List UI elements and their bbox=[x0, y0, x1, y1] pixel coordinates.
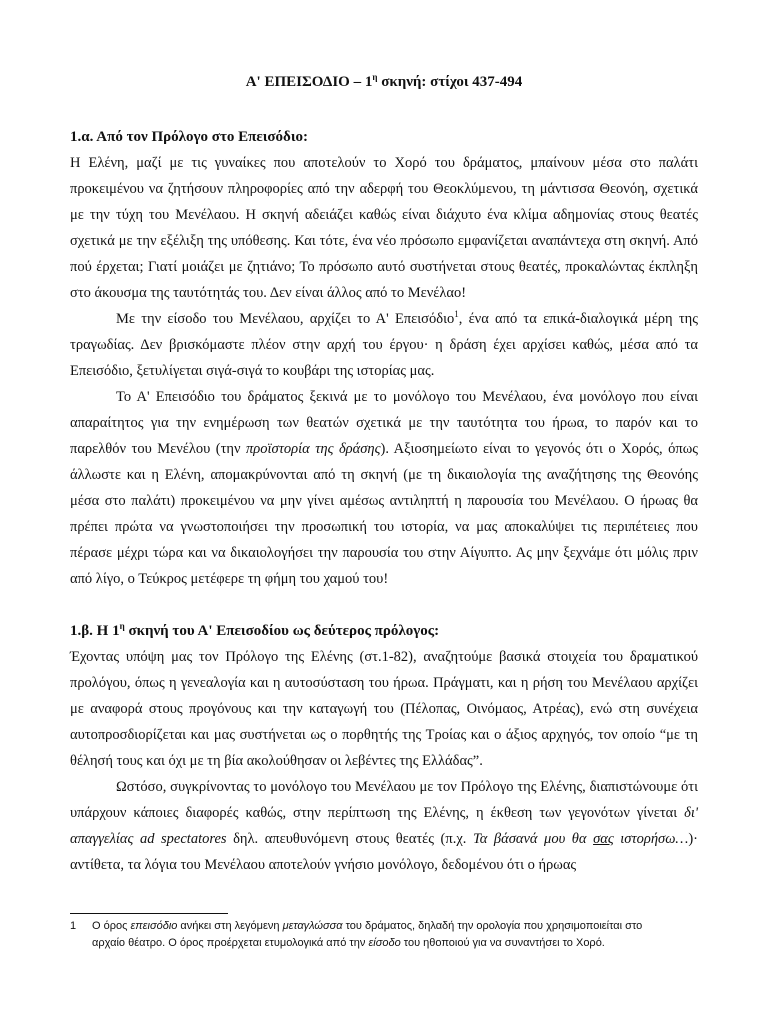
footnote-number: 1 bbox=[70, 920, 77, 932]
paragraph: Το Α' Επεισόδιο του δράματος ξεκινά με το μονόλογο του Μενέλαου, ένα μονόλογο που είναι απαραίτητος για την ενημέρωση των θεατών σχετικά με την ταυτότητα του ήρωα, το παρόν και το παρελθόν του Μενέλου (την προϊστορία της δράσης). Αξιοσημείωτο είναι το γεγονός ότι ο Χορός, όπως άλλωστε και η Ελένη, απομακρύνονται από τη σκηνή (με τη δικαιολογία της αναζήτησης της Θεονόης μέσα στο παλάτι) προκειμένου να μην γίνει αμέσως αντιληπτή η παρουσία του Μενέλαου. Ο ήρωας θα πρέπει πρώτα να γνωστοποιήσει την προσωπική του ιστορία, να μας αποκαλύψει τις περιπέτειες που πέρασε μέχρι τώρα και να δικαιολογήσει την παρουσία του στην Αίγυπτο. Ας μην ξεχνάμε ότι μόλις πριν από λίγο, ο Τεύκρος μετέφερε τη φήμη του χαμού του! bbox=[70, 389, 698, 587]
paragraph: Έχοντας υπόψη μας τον Πρόλογο της Ελένης (στ.1-82), αναζητούμε βασικά στοιχεία του δραματικού προλόγου, όπως η γενεαλογία και η αυτοσύσταση του ήρωα. Πράγματι, και η ρήση του Μενέλαου αρχίζει με αναφορά στους προγόνους και την καταγωγή του (Πέλοπας, Οινόμαος, Ατρέας), ενώ στη συνέχεια αυτοπροσδιορίζεται και μας συστήνεται ως ο πορθητής της Τροίας και ο άξιος αρχηγός, τον οποίο “με τη θέλησή τους και όχι με τη βία ακολούθησαν οι λεβέντες της Ελλάδας”. bbox=[70, 649, 698, 769]
section-heading: 1.β. Η $1^\eta$ σκηνή του Α' Επεισοδίου ως δεύτερος πρόλογος: bbox=[70, 621, 440, 639]
document-title: Α' ΕΠΕΙΣΟΔΙΟ – $1^\eta$ σκηνή: στίχοι 437-494 bbox=[245, 72, 523, 90]
section-heading: 1.α. Από τον Πρόλογο στο Επεισόδιο: bbox=[70, 129, 308, 145]
footnote-separator bbox=[70, 913, 228, 914]
paragraph: Ωστόσο, συγκρίνοντας το μονόλογο του Μενέλαου με τον Πρόλογο της Ελένης, διαπιστώνουμε ότι υπάρχουν κάποιες διαφορές καθώς, στην περίπτωση της Ελένης, η έκθεση των γεγονότων γίνεται δι' απαγγελίας ad spectatores δηλ. απευθυνόμενη στους θεατές (π.χ. Τα βάσανά μου θα σας ιστορήσω…)· αντίθετα, τα λόγια του Μενέλαου αποτελούν γνήσιο μονόλογο, δεδομένου ότι ο ήρωας bbox=[70, 779, 698, 873]
document-body bbox=[70, 124, 698, 878]
paragraph: Η Ελένη, μαζί με τις γυναίκες που αποτελούν το Χορό του δράματος, μπαίνουν μέσα στο παλάτι προκειμένου να ζητήσουν πληροφορίες από την αδερφή του Θεοκλύμενου, τη μάντισσα Θεονόη, σχετικά με την τύχη του Μενέλαου. Η σκηνή αδειάζει καθώς είναι διάχυτο ένα κλίμα αδημονίας στους θεατές σχετικά με την εξέλιξη της υπόθεσης. Και τότε, ένα νέο πρόσωπο εμφανίζεται αναπάντεχα στη σκηνή. Από πού έρχεται; Γιατί μοιάζει με ζητιάνο; Το πρόσωπο αυτό συστήνεται στους θεατές, προκαλώντας έκπληξη στο άκουσμα της ταυτότητάς του. Δεν είναι άλλος από το Μενέλαο! bbox=[70, 155, 698, 301]
footnote: 1 Ο όρος επεισόδιο ανήκει στη λεγόμενη μεταγλώσσα του δράματος, δηλαδή την ορολογία που χρησιμοποιείται στο αρχαίο θέατρο. Ο όρος προέρχεται ετυμολογικά από την είσοδο του ηθοποιού για να συναντήσει το Χορό. bbox=[70, 920, 643, 949]
footnote-ref[interactable]: 1 bbox=[454, 309, 459, 320]
paragraph: Με την είσοδο του Μενέλαου, αρχίζει το Α' Επεισόδιο$^1$, ένα από τα επικά-διαλογικά μέρη της τραγωδίας. Δεν βρισκόμαστε πλέον στην αρχή του έργου· η δράση έχει αρχίσει καθώς, μέσα από τα Επεισόδιο, ξετυλίγεται σιγά-σιγά το κουβάρι της ιστορίας μας. bbox=[70, 309, 698, 379]
